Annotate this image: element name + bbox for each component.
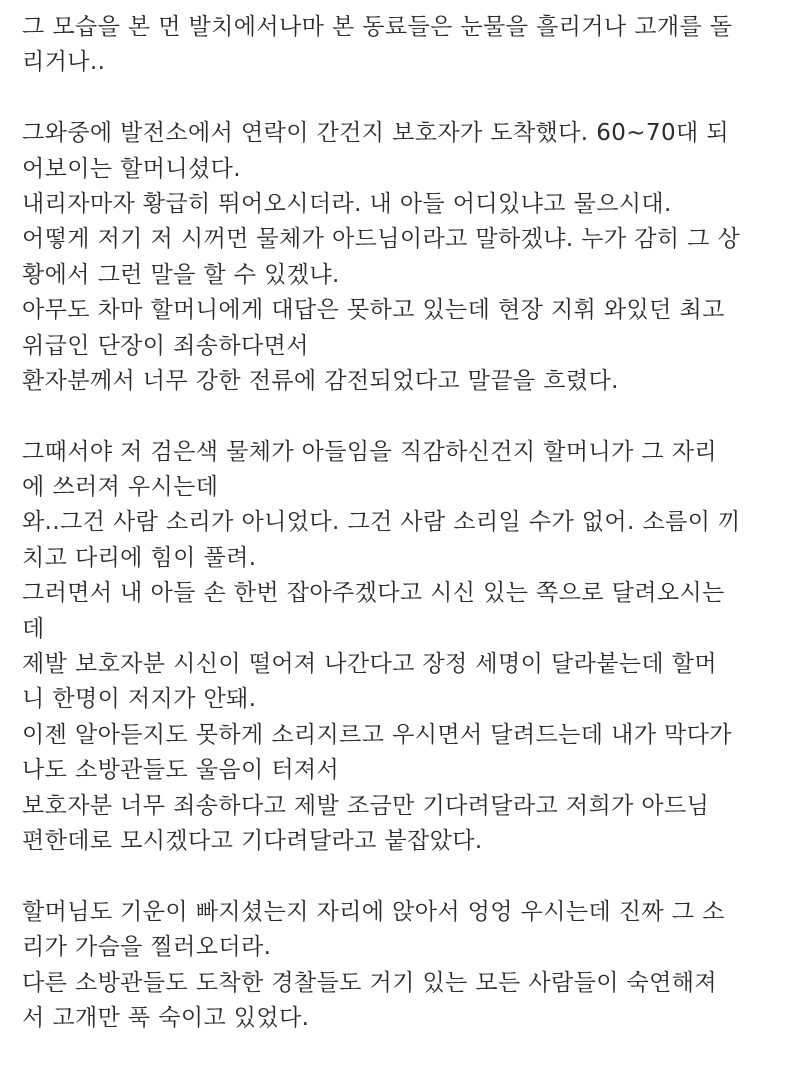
text-line: 편한데로 모시겠다고 기다려달라고 붙잡았다.: [22, 827, 483, 854]
post-body: [22, 10, 790, 1036]
text-line: 그러면서 내 아들 손 한번 잡아주겠다고 시신 있는 쪽으로 달려오시는: [22, 580, 725, 607]
paragraph: [22, 895, 790, 1037]
text-line: 그와중에 발전소에서 연락이 간건지 보호자가 도착했다. 60~70대 되: [22, 120, 729, 147]
text-line: 어떻게 저기 저 시꺼먼 물체가 아드님이라고 말하겠냐. 누가 감히 그 상: [22, 226, 741, 253]
paragraph-gap: [22, 399, 790, 434]
paragraph: [22, 435, 790, 860]
text-line: 에 쓰러져 우시는데: [22, 474, 219, 501]
text-line: 내리자마자 황급히 뛰어오시더라. 내 아들 어디있냐고 물으시대.: [22, 190, 672, 217]
text-line: 보호자분 너무 죄송하다고 제발 조금만 기다려달라고 저희가 아드님: [22, 792, 710, 819]
paragraph: [22, 10, 790, 81]
text-line: 데: [22, 615, 45, 642]
text-line: 환자분께서 너무 강한 전류에 감전되었다고 말끝을 흐렸다.: [22, 367, 619, 394]
text-line: 그때서야 저 검은색 물체가 아들임을 직감하신건지 할머니가 그 자리: [22, 438, 717, 465]
text-line: 리거나..: [22, 49, 106, 76]
text-line: 와..그건 사람 소리가 아니었다. 그건 사람 소리일 수가 없어. 소름이 끼: [22, 509, 741, 536]
text-line: 다른 소방관들도 도착한 경찰들도 거기 있는 모든 사람들이 숙연해져: [22, 969, 717, 996]
text-line: 황에서 그런 말을 할 수 있겠냐.: [22, 261, 340, 288]
paragraph-gap: [22, 859, 790, 894]
text-line: 니 한명이 저지가 안돼.: [22, 686, 257, 713]
text-line: 어보이는 할머니셨다.: [22, 155, 241, 182]
text-line: 위급인 단장이 죄송하다면서: [22, 332, 309, 359]
text-line: 리가 가슴을 찔러오더라.: [22, 934, 272, 961]
text-line: 서 고개만 푹 숙이고 있었다.: [22, 1004, 310, 1031]
text-line: 할머님도 기운이 빠지셨는지 자리에 앉아서 엉엉 우시는데 진짜 그 소: [22, 898, 725, 925]
paragraph: [22, 116, 790, 399]
text-line: 그 모습을 본 먼 발치에서나마 본 동료들은 눈물을 흘리거나 고개를 돌: [22, 14, 733, 40]
text-line: 이젠 알아듣지도 못하게 소리지르고 우시면서 달려드는데 내가 막다가: [22, 721, 732, 748]
text-line: 나도 소방관들도 울음이 터져서: [22, 757, 340, 784]
text-line: 치고 다리에 힘이 풀려.: [22, 544, 257, 571]
text-line: 제발 보호자분 시신이 떨어져 나간다고 장정 세명이 달라붙는데 할머: [22, 651, 717, 678]
paragraph-gap: [22, 81, 790, 116]
text-line: 아무도 차마 할머니에게 대답은 못하고 있는데 현장 지휘 와있던 최고: [22, 297, 725, 324]
